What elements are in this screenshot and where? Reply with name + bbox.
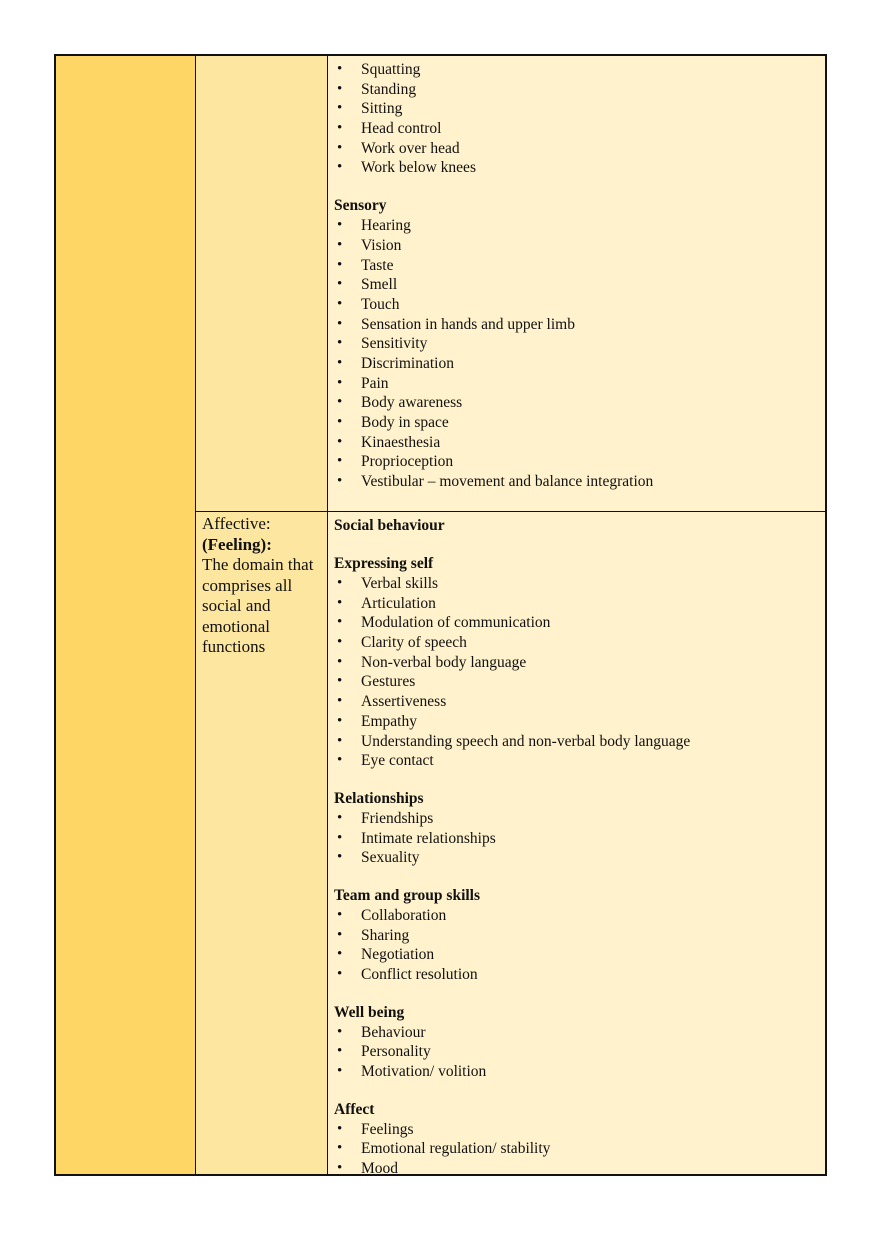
- list-item: • Work below knees: [334, 158, 821, 178]
- domain-table: [54, 54, 827, 1176]
- list-item: • Conflict resolution: [334, 965, 821, 985]
- list-item: • Sexuality: [334, 848, 821, 868]
- list-item: • Smell: [334, 275, 821, 295]
- list-item: • Vision: [334, 236, 821, 256]
- team-skills-list: [334, 906, 821, 985]
- list-item: • Modulation of communication: [334, 613, 821, 633]
- team-skills-heading: Team and group skills: [334, 886, 481, 904]
- relationships-list: [334, 809, 821, 868]
- list-item: • Articulation: [334, 594, 821, 614]
- list-item: • Understanding speech and non-verbal body language: [334, 732, 821, 752]
- list-item: • Motivation/ volition: [334, 1062, 821, 1082]
- list-item: • Clarity of speech: [334, 633, 821, 653]
- list-item: • Body in space: [334, 413, 821, 433]
- list-item: • Taste: [334, 256, 821, 276]
- list-item: • Touch: [334, 295, 821, 315]
- affect-heading: Affect: [334, 1100, 375, 1118]
- list-item: • Hearing: [334, 216, 821, 236]
- sensory-list: [334, 216, 821, 492]
- expressing-self-list: [334, 574, 821, 771]
- list-item: • Emotional regulation/ stability: [334, 1139, 821, 1159]
- list-item: • Empathy: [334, 712, 821, 732]
- affective-skills-cell: [334, 516, 821, 1179]
- affective-cell: [202, 514, 324, 658]
- list-item: • Friendships: [334, 809, 821, 829]
- list-item: • Work over head: [334, 139, 821, 159]
- list-item: • Sensitivity: [334, 334, 821, 354]
- list-item: • Behaviour: [334, 1023, 821, 1043]
- domain-column: [56, 56, 196, 1174]
- list-item: • Pain: [334, 374, 821, 394]
- list-item: • Squatting: [334, 60, 821, 80]
- list-item: • Sharing: [334, 926, 821, 946]
- list-item: • Head control: [334, 119, 821, 139]
- list-item: • Collaboration: [334, 906, 821, 926]
- row-divider: [196, 511, 825, 512]
- list-item: • Mood: [334, 1159, 821, 1179]
- list-item: • Vestibular – movement and balance integration: [334, 472, 821, 492]
- list-item: • Sitting: [334, 99, 821, 119]
- affect-list: [334, 1120, 821, 1179]
- list-item: • Sensation in hands and upper limb: [334, 315, 821, 335]
- list-item: • Discrimination: [334, 354, 821, 374]
- list-item: • Gestures: [334, 672, 821, 692]
- affective-title: Affective:: [202, 514, 271, 533]
- sensory-heading: Sensory: [334, 197, 387, 215]
- expressing-self-heading: Expressing self: [334, 555, 434, 572]
- social-behaviour-heading: Social behaviour: [334, 517, 445, 534]
- affective-subtitle: (Feeling):: [202, 534, 272, 554]
- list-item: • Kinaesthesia: [334, 433, 821, 453]
- well-being-heading: Well being: [334, 1003, 405, 1021]
- list-item: • Personality: [334, 1042, 821, 1062]
- list-item: • Eye contact: [334, 751, 821, 771]
- list-item: • Non-verbal body language: [334, 653, 821, 673]
- motor-sensory-cell: [334, 60, 821, 492]
- relationships-heading: Relationships: [334, 789, 424, 807]
- continued-list: [334, 60, 821, 178]
- list-item: • Standing: [334, 80, 821, 100]
- list-item: • Assertiveness: [334, 692, 821, 712]
- well-being-list: [334, 1023, 821, 1082]
- list-item: • Body awareness: [334, 393, 821, 413]
- list-item: • Proprioception: [334, 452, 821, 472]
- list-item: • Negotiation: [334, 945, 821, 965]
- list-item: • Verbal skills: [334, 574, 821, 594]
- list-item: • Feelings: [334, 1120, 821, 1140]
- affective-description: The domain that comprises all social and emotional functions: [202, 555, 314, 656]
- list-item: • Intimate relationships: [334, 829, 821, 849]
